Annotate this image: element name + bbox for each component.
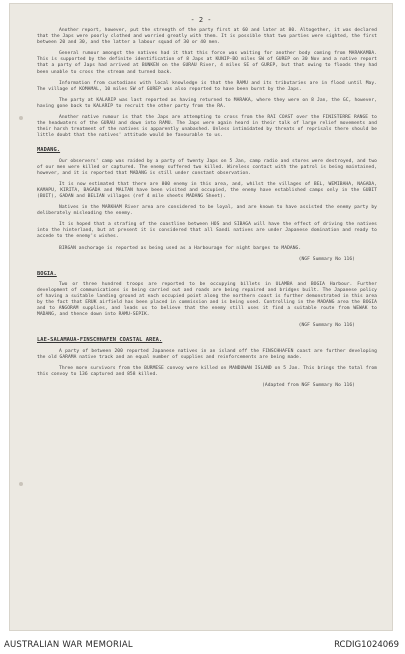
section-heading-bogia: BOGIA. — [37, 270, 57, 277]
source-citation: (NGF Summary No 116) — [298, 323, 355, 329]
paragraph: A party of between 200 reported Japanese natives in an island off the FINSCHHAFEN coast are further developing the old GARAMA native track and an equal number of supplies and reinforcements are being made. — [37, 348, 377, 360]
source-citation: (Adapted from NGF Summary No 116) — [262, 382, 355, 388]
paragraph: Natives in the MARKHAM River area are considered to be loyal, and are known to have assisted the enemy party by deliberately misleading the enemy. — [37, 205, 377, 217]
paragraph: It is hoped that a strafing of the coastline between HOS and SIBAGA will have the effect of driving the natives into the hinterland, but at present it is considered that all Sandi natives are under Japanese domination and ready to accede to the enemy's wishes. — [37, 222, 377, 240]
paragraph: Another report, however, put the strength of the party first at 60 and later at 80. Altogether, it was declared that the Japs were poorly clothed and worried greatly with them. It is possible that two parties were sighted, the first between 20 and 30, and the latter a labour squad of 30 or 40 men. — [37, 28, 377, 46]
archive-footer — [0, 633, 405, 654]
paragraph: Another native rumour is that the Japs are attempting to cross from the RAI COAST over the FINISTERRE RANGE to the headwaters of the GURAU and down into RAMU. The Japs were again heard in their talk of large relief movements and their harsh treatment of the natives is apparently unabashed. Unless intimidated by threats of reprisals there should be little doubt that the natives' attitude would be favourable to us. — [37, 115, 377, 139]
paragraph: It is now estimated that there are 800 enemy in this area, and, whilst the villages of BEL, WEMIBAHA, NAGADA, KAMAPU, KIRITA, BAGADA and MALTAN have been visited and occupied, the enemy have established camps only in the GUBIT (BUIT), GADAN and BELIAN villages (ref 4 mile sheets MADANG Sheet). — [37, 181, 377, 199]
section-heading-lae-salamaua: LAE-SALAMAUA-FINSCHHAFEN COASTAL AREA. — [37, 337, 163, 344]
paragraph: Information from custodians with local knowledge is that the RAMU and its tributaries are in flood until May. The village of KOMAMAL, 10 miles SW of GUREP was also reported to have been burnt by the Japs. — [37, 80, 377, 92]
paragraph: BIRGAN anchorage is reported as being used as a Harbourage for night barges to MADANG. — [59, 245, 302, 251]
paragraph: Our observers' camp was raided by a party of twenty Japs on 5 Jan, camp radio and stores were destroyed, and two of our men were killed or captured. The enemy suffered two killed. Wireless contact with the patrol is being maintained, however, and it is reported that MADANG is still under constant observation. — [37, 158, 377, 176]
paragraph: Three more survivors from the BURMESE convoy were killed on MANDUWAN ISLAND on 5 Jan. This brings the total from this convoy to 136 captured and 858 killed. — [37, 365, 377, 377]
document-body — [37, 28, 377, 394]
paragraph: General rumour amongst the natives had it that this force was waiting for another body coming from MARAKAMBA. This is supported by the definite identification of 8 Japs at KUNIP-BO miles SW of GUREP on 30 Nov and a native report that a party of Japs had arrived at BUNKEN on the GURAU River, 4 miles SE of GUREP, but that owing to floods they had been unable to cross the stream and turned back. — [37, 51, 377, 75]
institution-name: AUSTRALIAN WAR MEMORIAL — [4, 640, 133, 650]
source-citation: (NGF Summary No 116) — [298, 256, 355, 262]
punch-hole — [19, 116, 23, 120]
page-number: - 2 - — [190, 16, 212, 24]
paragraph: Two or three hundred troops are reported to be occupying billets in ULAMBA and BOGIA Harbour. Further development of communications is being carried out and roads are being repaired and bridges built. The Japanese policy of having a suitable landing ground at each occupied point along the northern coast is further demonstrated in this area by the fact that ERUK airfield has been placed in commission and is being used. Controlling in the MADANG area the BOGIA and to ANGORAM supplies, and leads us to believe that the enemy still uses it find a suitable route from WEWAK to MADANG, and thence down into RAMU-SEPIK. — [37, 281, 377, 318]
record-id: RCDIG1024069 — [334, 640, 399, 650]
section-heading-madang: MADANG. — [37, 147, 61, 154]
document-page — [10, 4, 392, 630]
paragraph: The party at KALARIP was last reported as having returned to MARAKA, where they were on 8 Jan, the GC, however, having gone back to KALARIP to recruit the other party from the RA. — [37, 97, 377, 109]
punch-hole — [19, 482, 23, 486]
